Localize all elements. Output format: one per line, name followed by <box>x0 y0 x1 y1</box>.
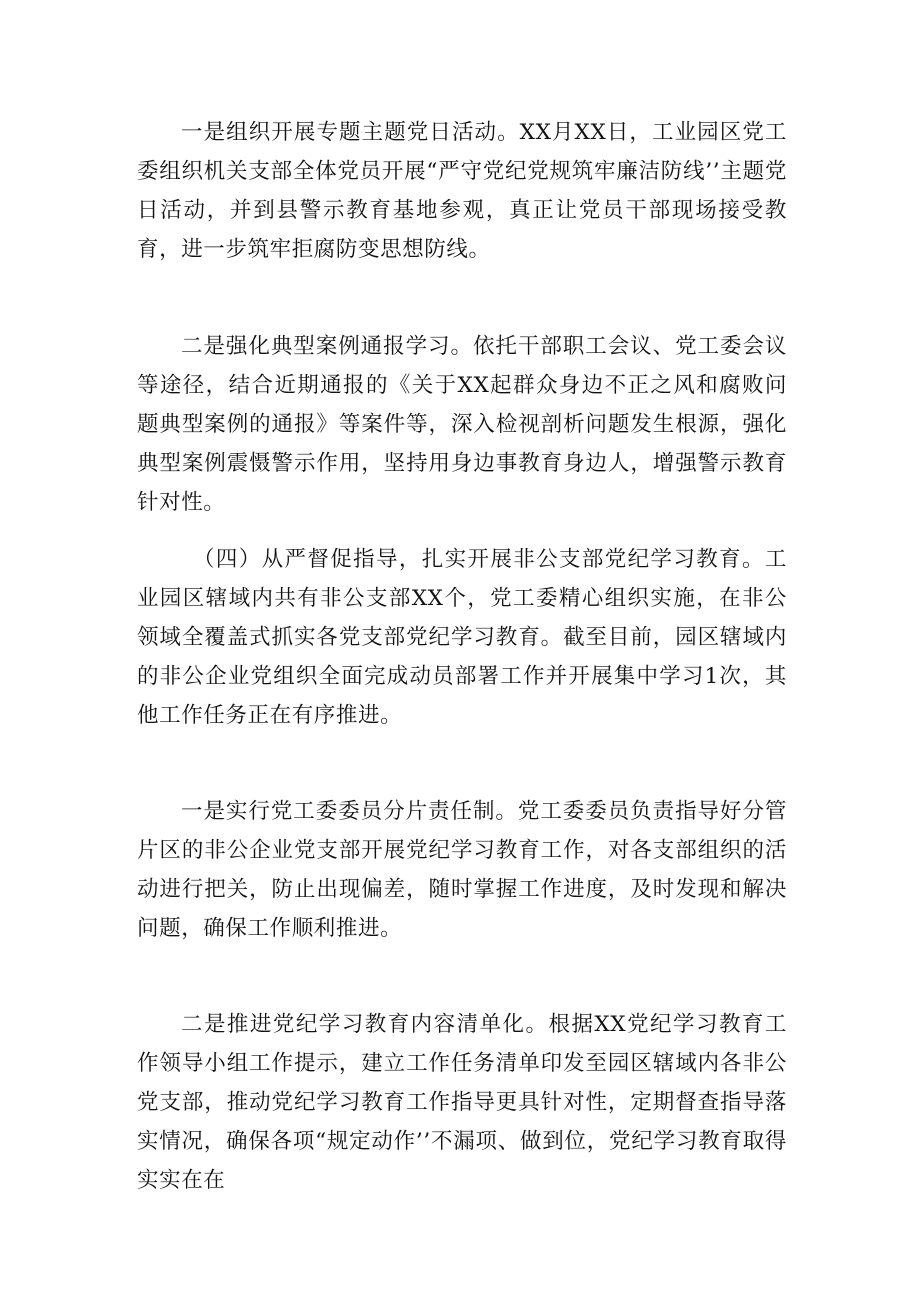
paragraph-section-four-heading: （四）从严督促指导，扎实开展非公支部党纪学习教育。工业园区辖域内共有非公支部XX个，党工委精心组织实施，在非公领域全覆盖式抓实各党支部党纪学习教育。截至目前，园区辖域内的非公企业党组织全面完成动员部署工作并开展集中学习1次，其他工作任务正在有序推进。 <box>137 547 787 728</box>
paragraph-zone-responsibility: 一是实行党工委委员分片责任制。党工委委员负责指导好分管片区的非公企业党支部开展党纪学习教育工作，对各支部组织的活动进行把关，防止出现偏差，随时掌握工作进度，及时发现和解决问题，确保工作顺利推进。 <box>137 799 787 941</box>
paragraph-typical-cases: 二是强化典型案例通报学习。依托干部职工会议、党工委会议等途径，结合近期通报的《关于XX起群众身边不正之风和腐败问题典型案例的通报》等案件等，深入检视剖析问题发生根源，强化典型案例震慑警示作用，坚持用身边事教育身边人，增强警示教育针对性。 <box>137 334 787 515</box>
paragraph-theme-party-day: 一是组织开展专题主题党日活动。XX月XX日，工业园区党工委组织机关支部全体党员开展“严守党纪党规筑牢廉洁防线’’主题党日活动，并到县警示教育基地参观，真正让党员干部现场接受教育，进一步筑牢拒腐防变思想防线。 <box>137 120 787 262</box>
paragraph-content-checklist: 二是推进党纪学习教育内容清单化。根据XX党纪学习教育工作领导小组工作提示，建立工作任务清单印发至园区辖域内各非公党支部，推动党纪学习教育工作指导更具针对性，定期督查指导落实情况，确保各项“规定动作’’不漏项、做到位，党纪学习教育取得实实在在 <box>137 1012 787 1193</box>
